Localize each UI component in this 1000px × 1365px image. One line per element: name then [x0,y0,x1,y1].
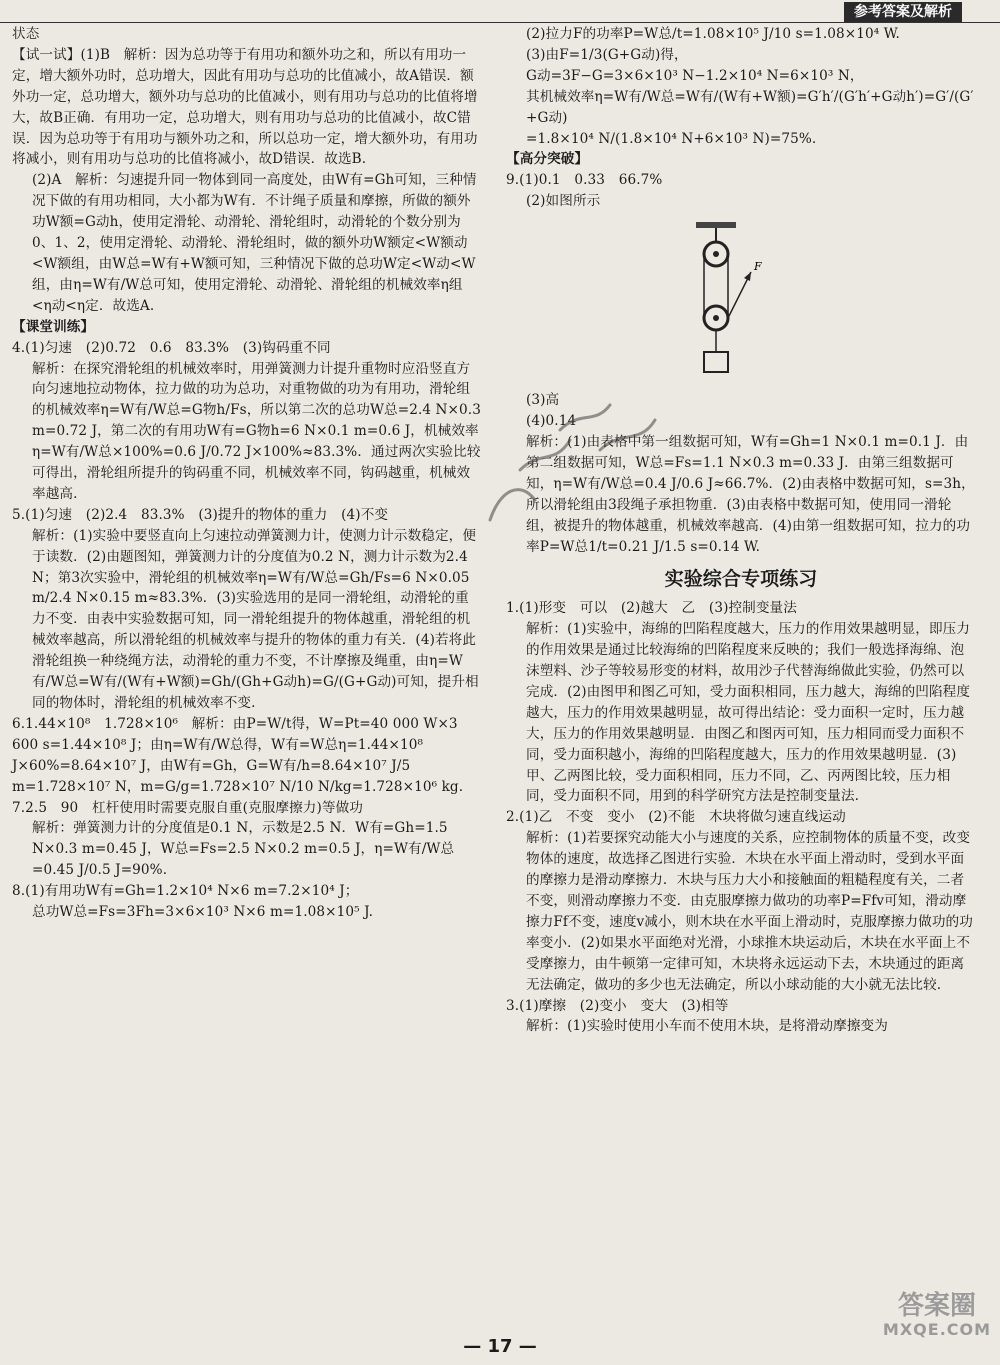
paragraph: 【高分突破】 [506,151,589,168]
paragraph: G动=3F−G=3×6×10³ N−1.2×10⁴ N=6×10³ N， [526,67,864,84]
paragraph: (3)由F=1/3(G+G动)得， [526,46,688,63]
pulley-figure [506,212,976,390]
paragraph: 9.(1)0.1 0.33 66.7% [506,172,663,189]
paragraph: 其机械效率η=W有/W总=W有/(W有+W额)=G′h′/(G′h′+G动h′)=G′/(G′+G动) [526,88,974,126]
section-title: 实验综合专项练习 [664,568,818,591]
paragraph: 【课堂训练】 [12,318,95,335]
paragraph: 解析：在探究滑轮组的机械效率时，用弹簧测力计提升重物时应沿竖直方向匀速地拉动物体，拉力做的功为总功，对重物做的功为有用功，滑轮组的机械效率η=W有/W总=G物h/Fs，所以第二次的总功W总=2.4 N×0.3 m=0.72 J，第二次的有用功W有=G物h=6 N×0.1 m=0.6 J，机械效率η=W有/W总×100%=0.6 J/0.72 J×100%≈83.3%．通过两次实验比较可得出，滑轮组所提升的钩码重不同，机械效率不同，钩码越重，机械效率越高. [32,360,481,502]
paragraph: 解析：(1)若要探究动能大小与速度的关系，应控制物体的质量不变，改变物体的速度，故选择乙图进行实验．木块在水平面上滑动时，受到水平面的摩擦力是滑动摩擦力．木块与压力大小和接触面的粗糙程度有关，二者不变，则滑动摩擦力不变．由克服摩擦力做功的功率P=Ffv可知，滑动摩擦力Ff不变，速度v减小，则木块在水平面上滑动时，克服摩擦力做功的功率变小．(2)如果水平面绝对光滑，小球推木块运动后，木块在水平面上不受摩擦力，由牛顿第一定律可知，木块将永远运动下去，木块通过的距离无法确定，做功的多少也无法确定，所以小球动能的大小就无法比较. [526,830,973,993]
ceiling-support [696,222,736,228]
force-arrow [744,272,751,281]
left-column [12,24,482,923]
handwritten-scribble [460,370,700,540]
weight-block [704,352,728,372]
paragraph: 解析：弹簧测力计的分度值是0.1 N，示数是2.5 N．W有=Gh=1.5 N×0.3 m=0.45 J，W总=Fs=2.5 N×0.2 m=0.5 J，η=W有/W总=0.45 J/0.5 J=90%. [32,820,455,879]
paragraph: 【试一试】(1)B 解析：因为总功等于有用功和额外功之和，所以有用功一定，增大额外功时，总功增大，因此有用功与总功的比值减小，故A错误．额外功一定，总功增大，额外功与总功的比值减小，则有用功与总功的比值将增大，故B正确．有用功一定，总功增大，则有用功与总功的比值减小，故C错误．因为总功等于有用功与额外功之和，所以总功一定，增大额外功，有用功将减小，则有用功与总功的比值将减小，故D错误．故选B. [12,46,478,168]
paragraph: 4.(1)匀速 (2)0.72 0.6 83.3% (3)钩码重不同 [12,339,331,356]
watermark-logo [882,1291,992,1361]
moving-pulley-axle [713,315,719,321]
watermark-url: MXQE.COM [882,1320,992,1339]
paragraph: 8.(1)有用功W有=Gh=1.2×10⁴ N×6 m=7.2×10⁴ J； [12,883,359,900]
watermark-text: 答案圈 [897,1291,976,1321]
paragraph: (2)拉力F的功率P=W总/t=1.08×10⁵ J/10 s=1.08×10⁴ W. [526,26,900,42]
paragraph: 解析：(1)实验中，海绵的凹陷程度越大，压力的作用效果越明显，即压力的作用效果是通过比较海绵的凹陷程度来反映的；我们一般选择海绵、泡沫塑料、沙子等较易形变的材料，故用沙子代替海绵做此实验，仍然可以完成．(2)由图甲和图乙可知，受力面积相同，压力越大，海绵的凹陷程度越大，压力的作用效果越明显，故可得出结论：受力面积一定时，压力越大，压力的作用效果越明显．由图乙和图丙可知，压力相同而受力面积不同，受力面积越小，海绵的凹陷程度越大，压力的作用效果越明显．(3)甲、乙两图比较，受力面积相同，压力不同，乙、丙两图比较，压力相同，受力面积不同，用到的科学研究方法是控制变量法. [526,621,971,805]
paragraph: 2.(1)乙 不变 变小 (2)不能 木块将做匀速直线运动 [506,809,846,826]
right-column-section [506,598,976,1037]
paragraph: (4)0.14 [526,413,577,430]
paragraph: 3.(1)摩擦 (2)变小 变大 (3)相等 [506,997,729,1014]
paragraph: (3)高 [526,392,560,409]
paragraph: (2)如图所示 [526,193,601,210]
force-label: F [754,260,762,274]
paragraph: 状态 [12,26,40,42]
header-tag: 参考答案及解析 [844,2,962,22]
paragraph: 解析：(1)实验中要竖直向上匀速拉动弹簧测力计，使测力计示数稳定，便于读数．(2)由题图知，弹簧测力计的分度值为0.2 N，测力计示数为2.4 N；第3次实验中，滑轮组的机械效率η=W有/W总=Gh/Fs=6 N×0.05 m/2.4 N×0.15 m≈83.3%．(3)实验选用的是同一滑轮组，动滑轮的重力不变．由表中实验数据可知，同一滑轮组提升的物体越重，滑轮组的机械效率越高，所以滑轮组的机械效率与提升的物体的重力有关．(4)若将此滑轮组换一种绕绳方法，动滑轮的重力不变，不计摩擦及绳重，由η=W有/W总=W有/(W有+W额)=Gh/(Gh+G动h)=G/(G+G动)可知，提升相同的物体时，滑轮组的机械效率不变. [32,527,479,711]
paragraph: 1.(1)形变 可以 (2)越大 乙 (3)控制变量法 [506,600,797,617]
header-bar [0,0,1000,23]
fixed-pulley-axle [713,251,719,257]
paragraph: 7.2.5 90 杠杆使用时需要克服自重(克服摩擦力)等做功 [12,799,363,816]
paragraph: =1.8×10⁴ N/(1.8×10⁴ N+6×10³ N)=75%. [526,130,817,147]
paragraph: 6.1.44×10⁸ 1.728×10⁶ 解析：由P=W/t得，W=Pt=40 000 W×3 600 s=1.44×10⁸ J；由η=W有/W总得，W有=W总η=1.44×10⁸ J×60%=8.64×10⁷ J，由W有=Gh，G=W有/h=8.64×10⁷ J/5 m=1.728×10⁷ N，m=G/g=1.728×10⁷ N/10 N/kg=1.728×10⁶ kg. [12,715,464,795]
paragraph: 解析：(1)实验时使用小车而不使用木块，是将滑动摩擦变为 [526,1018,888,1035]
page-number: — 17 — [463,1336,537,1357]
paragraph: 总功W总=Fs=3Fh=3×6×10³ N×6 m=1.08×10⁵ J. [32,904,373,921]
paragraph: 5.(1)匀速 (2)2.4 83.3% (3)提升的物体的重力 (4)不变 [12,506,389,523]
paragraph: 解析：(1)由表格中第一组数据可知，W有=Gh=1 N×0.1 m=0.1 J．由第二组数据可知，W总=Fs=1.1 N×0.3 m=0.33 J．由第三组数据可知，η=W有/W总=0.4 J/0.6 J≈66.7%．(2)由表格中数据可知，s=3h，所以滑轮组由3段绳子承担物重．(3)由表格中数据可知，使用同一滑轮组，被提升的物体越重，机械效率越高．(4)由第一组数据可知，拉力的功率P=W总1/t=0.21 J/1.5 s=0.14 W. [526,433,975,555]
pulley-diagram [506,212,976,390]
right-column-top [506,24,976,212]
paragraph: (2)A 解析：匀速提升同一物体到同一高度处，由W有=Gh可知，三种情况下做的有用功相同，大小都为W有．不计绳子质量和摩擦，所做的额外功W额=G动h，使用定滑轮、动滑轮、滑轮组时，动滑轮的个数分别为0、1、2，使用定滑轮、动滑轮、滑轮组时，做的额外功W额定<W额动<W额组，由W总=W有+W额可知，三种情况下做的总功W定<W动<W组，由η=W有/W总可知，使用定滑轮、动滑轮、滑轮组的机械效率η组<η动<η定．故选A. [32,172,477,314]
